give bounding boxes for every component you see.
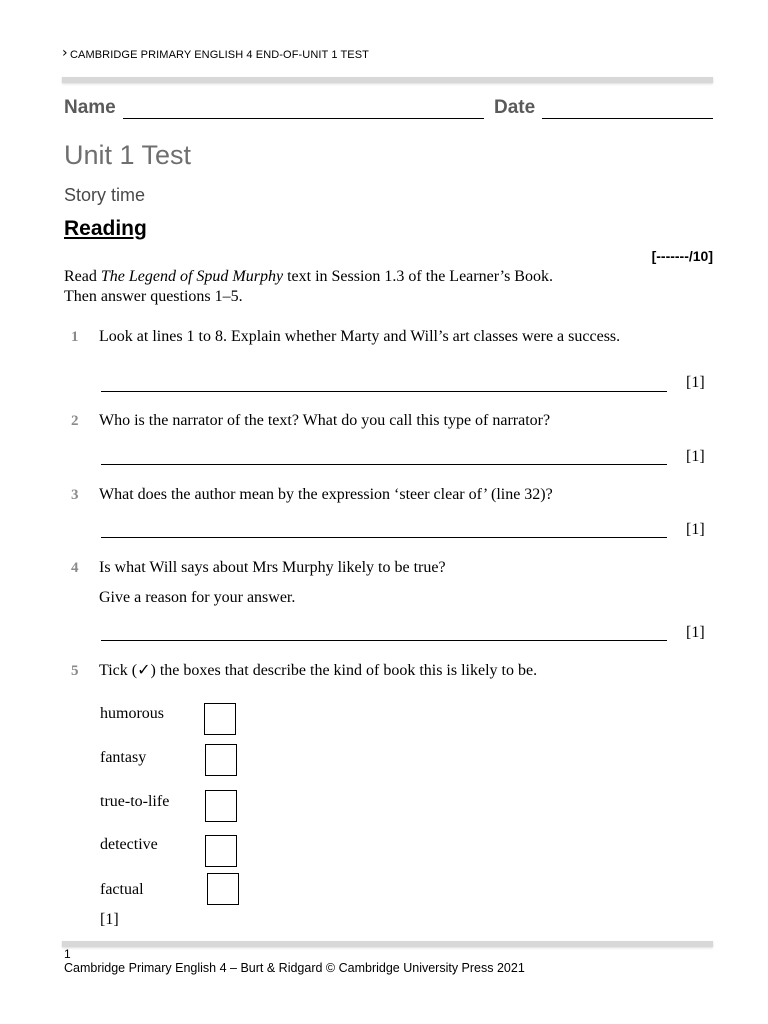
page-number: 1: [64, 947, 71, 961]
question-number: 3: [71, 487, 79, 503]
date-field[interactable]: [542, 118, 713, 119]
question-number: 5: [71, 663, 79, 679]
header-divider: [62, 77, 713, 83]
checkbox[interactable]: [204, 703, 236, 735]
name-label: Name: [64, 97, 116, 118]
footer-divider: [62, 941, 713, 947]
section-heading: Reading: [64, 217, 147, 240]
question-text: Is what Will says about Mrs Murphy likely to be true?: [99, 559, 446, 576]
instructions-line2: Then answer questions 1–5.: [64, 288, 243, 305]
running-header: CAMBRIDGE PRIMARY ENGLISH 4 END-OF-UNIT 1 TEST: [70, 49, 370, 61]
checkbox[interactable]: [205, 835, 237, 867]
question-mark: [1]: [100, 911, 119, 928]
question-number: 2: [71, 413, 79, 429]
instructions-prefix: Read: [64, 268, 101, 285]
question-text: Who is the narrator of the text? What do you call this type of narrator?: [99, 412, 551, 429]
book-title: The Legend of Spud Murphy: [100, 268, 284, 285]
page-subtitle: Story time: [64, 185, 146, 205]
name-field[interactable]: [123, 118, 484, 119]
question-text: Tick (✓) the boxes that describe the kind of book this is likely to be.: [99, 662, 538, 679]
question-text: What does the author mean by the expression ‘steer clear of’ (line 32)?: [99, 486, 553, 503]
question-text-continued: Give a reason for your answer.: [99, 589, 296, 606]
question-number: 4: [71, 560, 79, 576]
page-title: Unit 1 Test: [64, 140, 192, 170]
checkbox[interactable]: [205, 790, 237, 822]
chevron-right-icon: ›: [62, 45, 68, 61]
question-mark: [1]: [686, 521, 705, 538]
option-label: factual: [100, 881, 144, 898]
option-label: detective: [100, 836, 158, 853]
answer-line[interactable]: [101, 464, 667, 465]
option-label: humorous: [100, 705, 164, 722]
question-mark: [1]: [686, 624, 705, 641]
instructions-suffix: text in Session 1.3 of the Learner’s Book.: [283, 268, 553, 285]
question-mark: [1]: [686, 374, 705, 391]
option-label: fantasy: [100, 749, 147, 766]
answer-line[interactable]: [101, 537, 667, 538]
checkbox[interactable]: [207, 873, 239, 905]
instructions: [64, 267, 664, 307]
copyright-footer: Cambridge Primary English 4 – Burt & Ridgard © Cambridge University Press 2021: [64, 961, 525, 975]
question-mark: [1]: [686, 448, 705, 465]
date-label: Date: [494, 97, 536, 118]
question-text: Look at lines 1 to 8. Explain whether Marty and Will’s art classes were a success.: [99, 328, 621, 345]
answer-line[interactable]: [101, 640, 667, 641]
total-marks: [-------/10]: [651, 248, 713, 264]
checkbox[interactable]: [205, 744, 237, 776]
answer-line[interactable]: [101, 391, 667, 392]
question-number: 1: [71, 329, 79, 345]
option-label: true-to-life: [100, 793, 170, 810]
